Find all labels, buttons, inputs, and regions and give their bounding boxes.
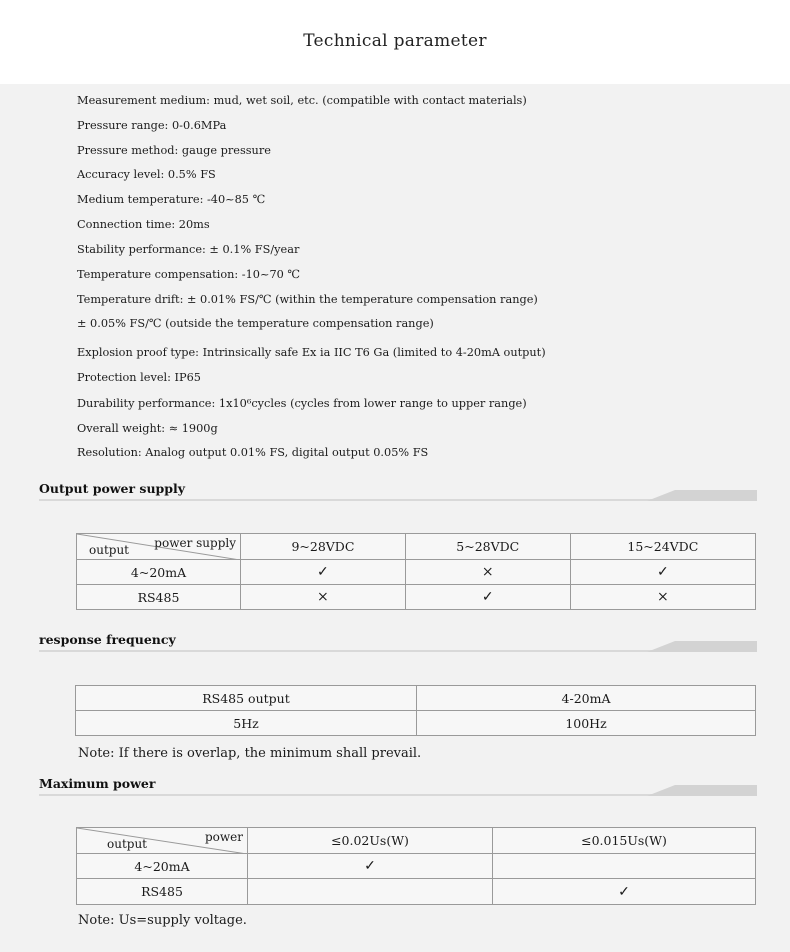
param-connection-time: Connection time: 20ms	[77, 218, 210, 231]
table-cell: ✓	[493, 879, 756, 905]
table-corner-cell	[77, 828, 248, 854]
table-header-row	[76, 686, 756, 711]
param-medium: Measurement medium: mud, wet soil, etc. (compatible with contact materials)	[77, 94, 527, 107]
row-label: 4~20mA	[77, 560, 241, 585]
param-pressure-method: Pressure method: gauge pressure	[77, 144, 271, 157]
param-temp-drift-outside: ± 0.05% FS/℃ (outside the temperature compensation range)	[77, 317, 434, 330]
corner-label-bottom: output	[107, 837, 148, 851]
response-note: Note: If there is overlap, the minimum shall prevail.	[78, 746, 422, 761]
section-output-power	[39, 481, 757, 503]
page-title: Technical parameter	[303, 31, 487, 51]
table-cell	[248, 879, 493, 905]
table-row	[77, 585, 756, 610]
table-row	[77, 854, 756, 879]
table-cell: ✓	[248, 854, 493, 879]
table-row	[76, 711, 756, 736]
corner-label-bottom: output	[89, 543, 130, 557]
section-decoration	[647, 785, 757, 796]
table-corner-cell	[77, 534, 241, 560]
table-header-row	[77, 828, 756, 854]
table-cell	[493, 854, 756, 879]
column-header: 5~28VDC	[405, 534, 570, 560]
param-pressure-range: Pressure range: 0-0.6MPa	[77, 119, 227, 132]
param-weight: Overall weight: ≈ 1900g	[77, 422, 218, 435]
column-header: 9~28VDC	[241, 534, 406, 560]
section-title: response frequency	[39, 632, 176, 647]
table-cell: ✓	[241, 560, 406, 585]
param-resolution: Resolution: Analog output 0.01% FS, digital output 0.05% FS	[77, 446, 429, 459]
param-temp-comp: Temperature compensation: -10~70 ℃	[77, 268, 301, 281]
section-decoration	[647, 490, 757, 501]
row-label: RS485	[77, 879, 248, 905]
section-title: Maximum power	[39, 776, 156, 791]
column-header: ≤0.02Us(W)	[248, 828, 493, 854]
max-power-note: Note: Us=supply voltage.	[78, 913, 247, 928]
table-cell: 5Hz	[76, 711, 417, 736]
table-header-row	[77, 534, 756, 560]
page-header	[0, 0, 790, 84]
maximum-power-table	[76, 827, 756, 905]
table-cell: ×	[241, 585, 406, 610]
table-cell: ✓	[405, 585, 570, 610]
table-cell: ×	[405, 560, 570, 585]
table-cell: 100Hz	[417, 711, 756, 736]
output-power-table	[76, 533, 756, 610]
param-temp-drift: Temperature drift: ± 0.01% FS/℃ (within the temperature compensation range)	[77, 293, 538, 306]
column-header: ≤0.015Us(W)	[493, 828, 756, 854]
table-row	[77, 560, 756, 585]
table-row	[77, 879, 756, 905]
table-cell: ✓	[570, 560, 755, 585]
column-header: 15~24VDC	[570, 534, 755, 560]
row-label: RS485	[77, 585, 241, 610]
section-maximum-power	[39, 776, 757, 798]
section-response-frequency	[39, 632, 757, 654]
param-explosion-proof: Explosion proof type: Intrinsically safe Ex ia IIC T6 Ga (limited to 4-20mA output)	[77, 346, 546, 359]
table-cell: ×	[570, 585, 755, 610]
column-header: RS485 output	[76, 686, 417, 711]
corner-label-top: power supply	[154, 536, 236, 550]
param-durability: Durability performance: 1x10⁶cycles (cycles from lower range to upper range)	[77, 397, 527, 410]
param-accuracy: Accuracy level: 0.5% FS	[77, 168, 216, 181]
param-stability: Stability performance: ± 0.1% FS/year	[77, 243, 300, 256]
row-label: 4~20mA	[77, 854, 248, 879]
response-frequency-table	[75, 685, 756, 736]
column-header: 4-20mA	[417, 686, 756, 711]
corner-label-top: power	[204, 830, 243, 844]
section-title: Output power supply	[39, 481, 186, 496]
param-protection: Protection level: IP65	[77, 371, 201, 384]
section-decoration	[647, 641, 757, 652]
param-medium-temp: Medium temperature: -40~85 ℃	[77, 193, 266, 206]
